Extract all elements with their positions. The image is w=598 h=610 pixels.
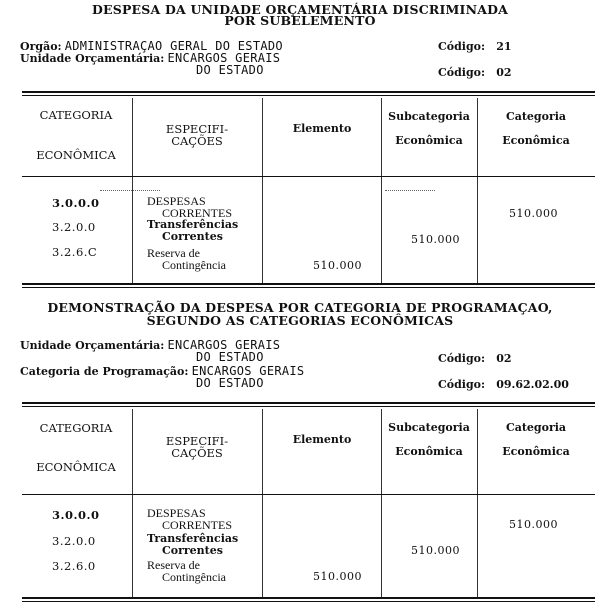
table-1-bottom-rule: [22, 283, 595, 285]
table-1-header-elemento: Elemento: [292, 122, 352, 135]
table-2-row-1-code: 3.0.0.0: [52, 508, 100, 522]
table-2-row-3-spec-line2: Contingência: [162, 570, 226, 584]
table-2-header-elemento: Elemento: [292, 433, 352, 446]
table-2-header-rule: [22, 494, 595, 495]
orgao-codigo-value: 21: [496, 40, 512, 53]
table-2-col-divider-3: [381, 409, 382, 597]
table-1-col-divider-3: [381, 98, 382, 284]
orgao-codigo-label: Código:: [438, 40, 486, 53]
table-2-col-divider-4: [477, 409, 478, 597]
table-2-top-rule-thin: [22, 406, 595, 407]
unidade2-codigo-value: 02: [496, 352, 512, 365]
table-1-header-categoria-line1: CATEGORIA: [39, 108, 113, 122]
unidade-codigo-value: 02: [496, 66, 512, 79]
table-2-header-especificacoes-line1: ESPECIFI-: [165, 434, 229, 448]
table-2-row-3-spec-line1: Reserva de: [147, 558, 200, 572]
table-1-header-categoria2-line2: Econômica: [502, 134, 570, 147]
unidade2-codigo: [438, 352, 512, 365]
table-2-row-3-code: 3.2.6.0: [52, 559, 96, 573]
orgao-value: ADMINISTRAÇAO GERAL DO ESTADO: [64, 39, 283, 53]
table-1-row-1-spec-line2: CORRENTES: [162, 206, 233, 220]
orgao-label: Orgão:: [20, 40, 62, 53]
section-2-title-line1: DEMONSTRAÇÃO DA DESPESA POR CATEGORIA DE PROGRAMAÇAO,: [47, 300, 553, 315]
table-1-dotted-mark-2: [385, 190, 435, 191]
table-1-row-3-elemento: 510.000: [313, 259, 362, 272]
programacao-codigo: [438, 378, 569, 391]
table-1-header-especificacoes-line1: ESPECIFI-: [165, 122, 229, 136]
table-2-row-2-code: 3.2.0.0: [52, 534, 96, 548]
unidade2-value-line1: ENCARGOS GERAIS: [167, 338, 281, 352]
unidade2-label: Unidade Orçamentária:: [20, 339, 165, 352]
programacao-value-line1: ENCARGOS GERAIS: [191, 364, 305, 378]
table-1-dotted-mark: [100, 190, 160, 191]
programacao-label: Categoria de Programação:: [20, 365, 189, 378]
table-1-row-1-code: 3.0.0.0: [52, 196, 100, 210]
unidade2-value-line2: DO ESTADO: [196, 350, 264, 364]
section-1-title-line1: DESPESA DA UNIDADE ORÇAMENTÁRIA DISCRIMINADA: [91, 2, 509, 17]
table-2-bottom-rule-thin: [22, 601, 595, 602]
table-1-header-categoria-line2: ECONÔMICA: [36, 148, 116, 162]
table-2-col-divider-2: [262, 409, 263, 597]
programacao-value-line2: DO ESTADO: [196, 376, 264, 390]
table-1-header-rule: [22, 176, 595, 177]
table-2-header-subcategoria-line2: Econômica: [395, 445, 463, 458]
table-1-top-rule-thin: [22, 95, 595, 96]
table-1-col-divider-4: [477, 98, 478, 284]
table-2-row-2-spec-line2: Correntes: [162, 544, 223, 557]
table-1-row-1-categoria: 510.000: [509, 207, 558, 220]
table-2-top-rule: [22, 402, 595, 404]
unidade-value-line2: DO ESTADO: [196, 63, 264, 77]
table-2-row-1-categoria: 510.000: [509, 518, 558, 531]
section-1-title-line2: POR SUBELEMENTO: [224, 13, 376, 28]
section-2-title-line2: SEGUNDO AS CATEGORIAS ECONÔMICAS: [146, 313, 454, 328]
table-1-header-subcategoria-line1: Subcategoria: [388, 110, 470, 123]
unidade2-codigo-label: Código:: [438, 352, 486, 365]
table-2-header-categoria-line1: CATEGORIA: [39, 421, 113, 435]
table-2-row-2-spec-line1: Transferências: [147, 532, 239, 545]
table-1-top-rule: [22, 91, 595, 93]
table-1-header-categoria2-line1: Categoria: [505, 110, 567, 123]
table-2-bottom-rule: [22, 597, 595, 599]
table-2-row-3-elemento: 510.000: [313, 570, 362, 583]
table-1-row-2-spec-line2: Correntes: [162, 230, 223, 243]
unidade-codigo: [438, 66, 512, 79]
table-2-header-categoria-line2: ECONÔMICA: [36, 460, 116, 474]
unidade-value-line1: ENCARGOS GERAIS: [167, 51, 281, 65]
table-2-header-especificacoes-line2: CAÇÕES: [171, 446, 223, 460]
table-1-col-divider-1: [132, 98, 133, 284]
table-2-header-categoria2-line1: Categoria: [505, 421, 567, 434]
table-1-row-3-spec-line2: Contingência: [162, 258, 226, 272]
table-2-row-2-subcategoria: 510.000: [411, 544, 460, 557]
table-1-col-divider-2: [262, 98, 263, 284]
programacao-codigo-value: 09.62.02.00: [496, 378, 569, 391]
table-1-row-2-subcategoria: 510.000: [411, 233, 460, 246]
unidade-codigo-label: Código:: [438, 66, 486, 79]
table-2-row-1-spec-line2: CORRENTES: [162, 518, 233, 532]
table-2-header-categoria2-line2: Econômica: [502, 445, 570, 458]
orgao-codigo: [438, 40, 512, 53]
table-1-row-3-code: 3.2.6.C: [52, 245, 98, 259]
table-1-row-2-code: 3.2.0.0: [52, 220, 96, 234]
table-1-row-3-spec-line1: Reserva de: [147, 246, 200, 260]
unidade-label: Unidade Orçamentária:: [20, 52, 165, 65]
programacao-codigo-label: Código:: [438, 378, 486, 391]
table-2-col-divider-1: [132, 409, 133, 597]
table-2-row-1-spec-line1: DESPESAS: [147, 506, 206, 520]
table-2-header-subcategoria-line1: Subcategoria: [388, 421, 470, 434]
table-1-header-subcategoria-line2: Econômica: [395, 134, 463, 147]
table-1-row-2-spec-line1: Transferências: [147, 218, 239, 231]
table-1-header-especificacoes-line2: CAÇÕES: [171, 134, 223, 148]
table-1-bottom-rule-thin: [22, 287, 595, 288]
table-1-row-1-spec-line1: DESPESAS: [147, 194, 206, 208]
